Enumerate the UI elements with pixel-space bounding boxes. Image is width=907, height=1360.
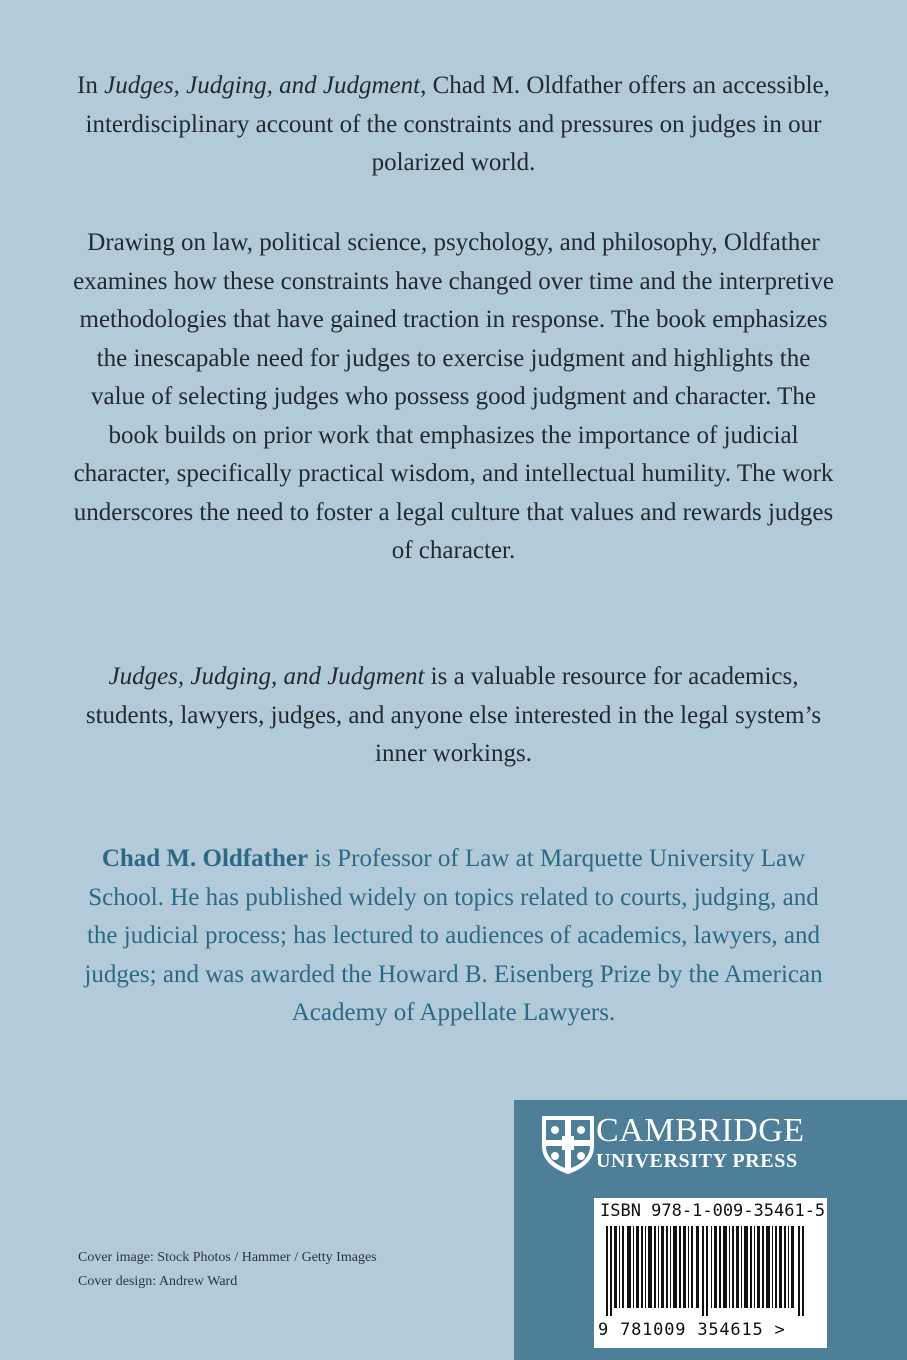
cover-image-credit: Cover image: Stock Photos / Hammer / Getty Images <box>78 1250 377 1265</box>
barcode-digits: 9 781009 354615 > <box>598 1320 786 1340</box>
blurb-paragraph-3 <box>70 658 837 774</box>
book-title-italic: Judges, Judging, and Judgment <box>104 72 421 99</box>
isbn-label: ISBN 978-1-009-35461-5 <box>600 1201 826 1221</box>
author-name: Chad M. Oldfather <box>101 845 309 872</box>
cover-design-credit: Cover design: Andrew Ward <box>78 1274 238 1289</box>
barcode-box <box>594 1198 827 1348</box>
book-title-italic: Judges, Judging, and Judgment <box>108 663 425 690</box>
blurb-paragraph-2: Drawing on law, political science, psychology, and philosophy, Oldfather examines how these constraints have changed over time and the interpretive methodologies that have gained traction in response. The book emphasizes the inescapable need for judges to exercise judgment and highlights the value of selecting judges who possess good judgment and character. The book builds on prior work that emphasizes the importance of judicial character, specifically practical wisdom, and intellectual humility. The work underscores the need to foster a legal culture that values and rewards judges of character. <box>73 229 834 564</box>
publisher-subtitle: UNIVERSITY PRESS <box>596 1150 798 1172</box>
blurb-paragraph-1 <box>70 67 837 183</box>
blurb-p3-post: is a valuable resource for academics, students, lawyers, judges, and anyone else interested in the legal system’s inner workings. <box>85 663 822 767</box>
barcode-bars <box>600 1226 821 1316</box>
author-bio <box>70 840 837 1033</box>
cambridge-shield-icon <box>538 1112 598 1176</box>
blurb-p1-pre: In <box>77 72 105 99</box>
author-bio-text: is Professor of Law at Marquette University Law School. He has published widely on topics related to courts, judging, and the judicial process; has lectured to audiences of academics, lawyers, and judges; and was awarded the Howard B. Eisenberg Prize by the American Academy of Appellate Lawyers. <box>84 845 823 1026</box>
blurb-p1-post: , Chad M. Oldfather offers an accessible, interdisciplinary account of the constraints and pressures on judges in our polarized world. <box>85 72 830 176</box>
publisher-panel <box>514 1100 907 1360</box>
cover-credits <box>78 1246 377 1294</box>
publisher-name: CAMBRIDGE <box>596 1112 805 1149</box>
